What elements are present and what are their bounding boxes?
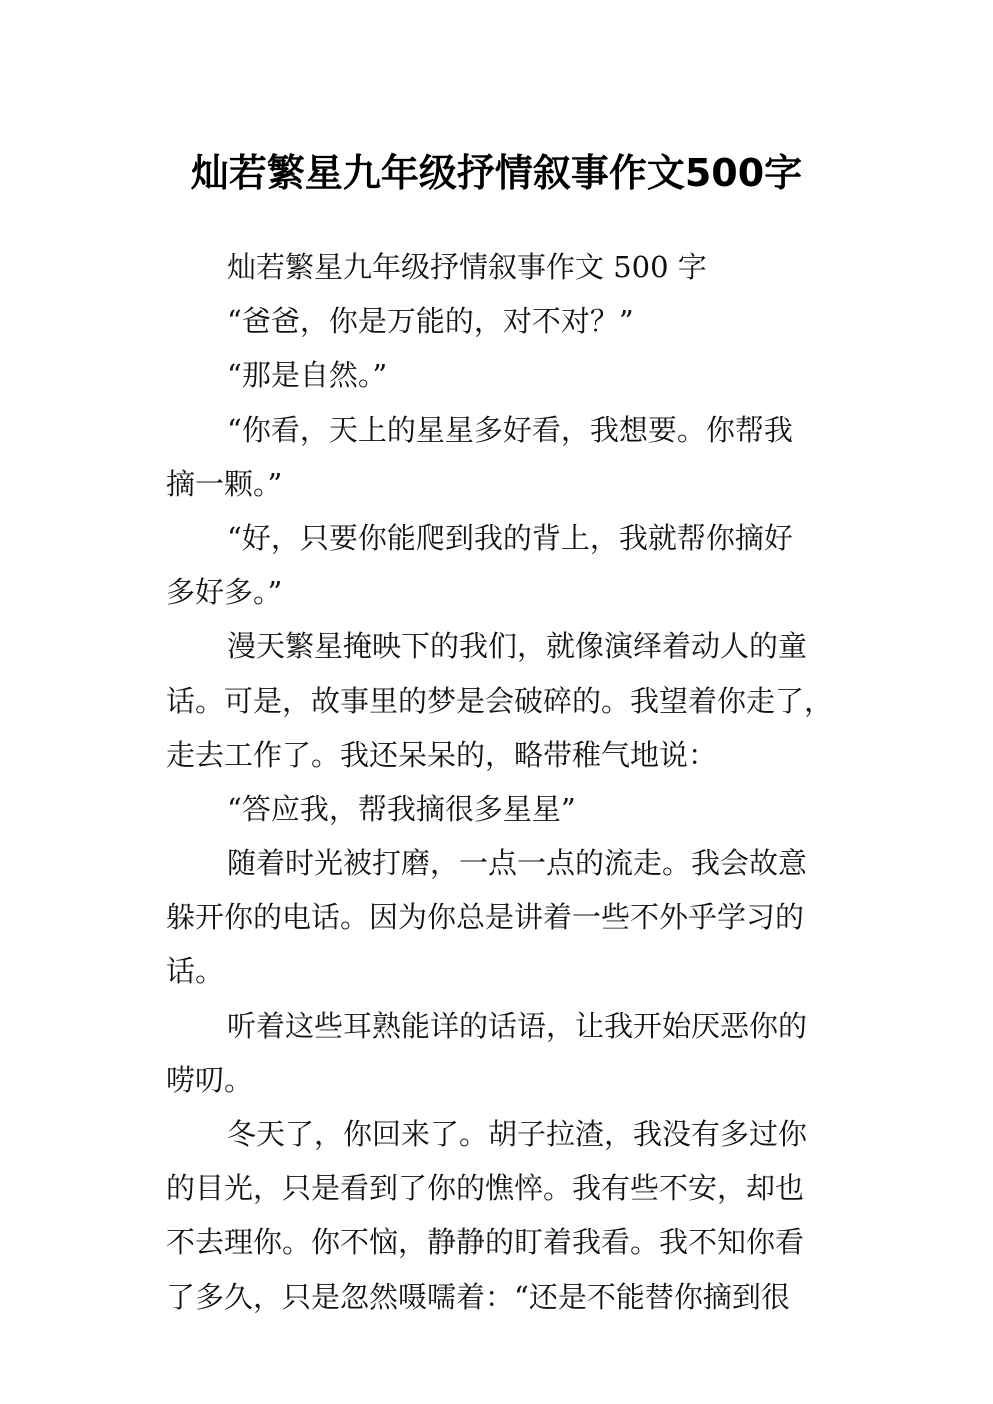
text-line: 话。可是，故事里的梦是会破碎的。我望着你走了， (166, 683, 834, 718)
text-line: “答应我，帮我摘很多星星” (227, 791, 576, 826)
text-line: 走去工作了。我还呆呆的，略带稚气地说： (166, 737, 718, 772)
text-line: 唠叨。 (166, 1062, 254, 1097)
text-line: “你看，天上的星星多好看，我想要。你帮我 (227, 412, 793, 447)
text-line: 听着这些耳熟能详的话语，让我开始厌恶你的 (227, 1008, 808, 1043)
text-line: 的目光，只是看到了你的憔悴。我有些不安，却也 (166, 1171, 805, 1206)
document-body (166, 240, 834, 1324)
text-line: 摘一颗。” (166, 466, 283, 501)
text-line: 灿若繁星九年级抒情叙事作文 500 字 (227, 250, 707, 284)
text-line: 躲开你的电话。因为你总是讲着一些不外乎学习的 (166, 900, 805, 935)
text-line: 不去理你。你不恼，静静的盯着我看。我不知你看 (166, 1225, 805, 1260)
text-line: “好，只要你能爬到我的背上，我就帮你摘好 (227, 520, 793, 555)
text-line: 多好多。” (166, 575, 283, 610)
text-line: 冬天了，你回来了。胡子拉渣，我没有多过你 (227, 1117, 808, 1151)
text-line: 随着时光被打磨，一点一点的流走。我会故意 (227, 846, 808, 881)
text-line: 话。 (166, 954, 225, 989)
text-line: “爸爸，你是万能的，对不对？” (227, 304, 634, 339)
text-line: 漫天繁星掩映下的我们，就像演绎着动人的童 (227, 629, 808, 664)
text-line: “那是自然。” (227, 358, 388, 393)
text-line: 了多久，只是忽然嗫嚅着：“还是不能替你摘到很 (166, 1279, 790, 1314)
page-title: 灿若繁星九年级抒情叙事作文500字 (190, 151, 803, 196)
